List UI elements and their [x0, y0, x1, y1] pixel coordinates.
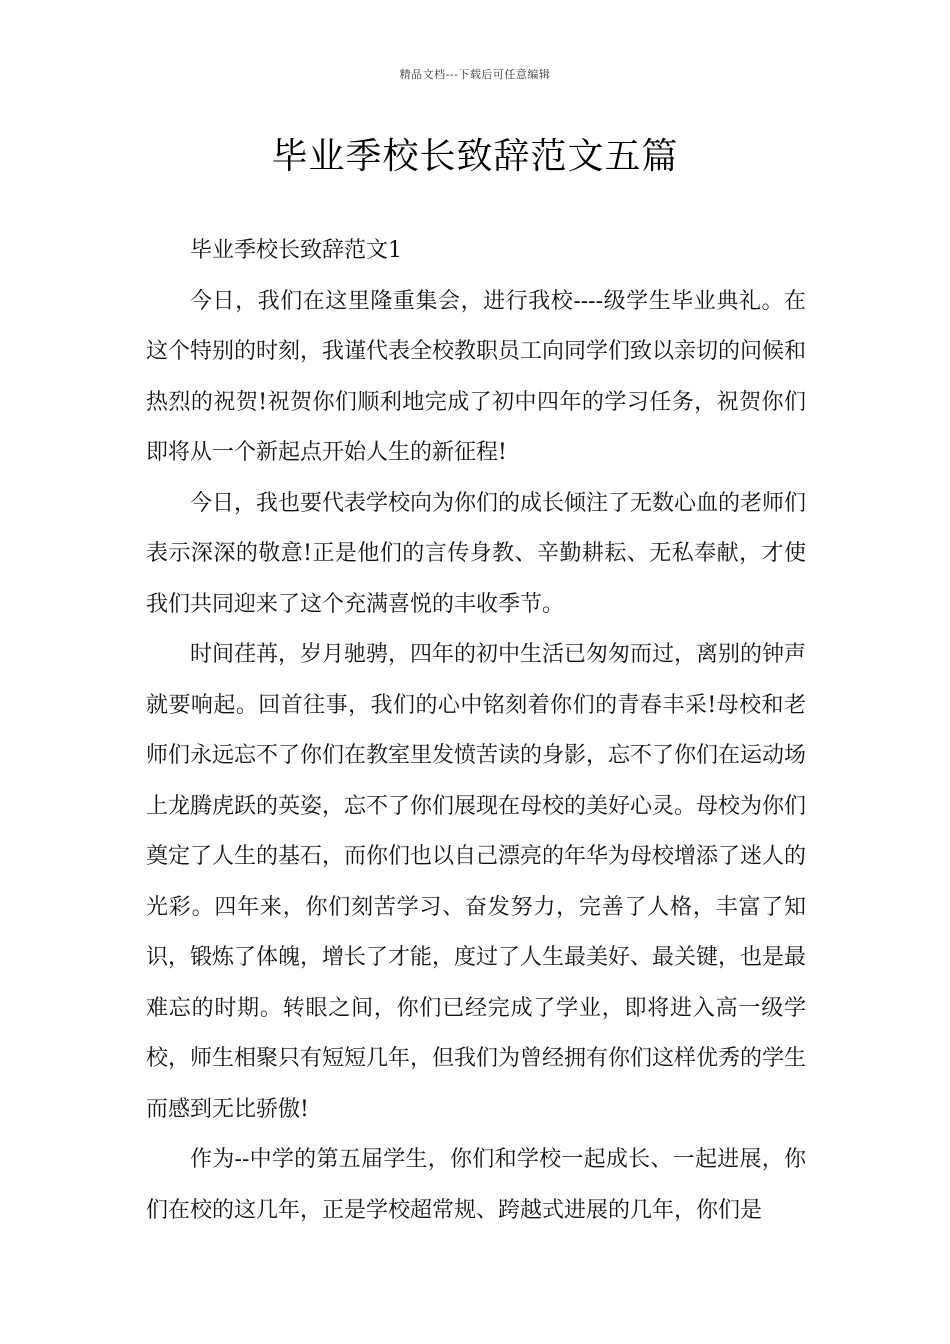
body-paragraph: 时间荏苒，岁月驰骋，四年的初中生活已匆匆而过，离别的钟声就要响起。回首往事，我们的心中铭刻着你们的青春丰采!母校和老师们永远忘不了你们在教室里发愤苦读的身影，忘不了你们在运动场上龙腾虎跃的英姿，忘不了你们展现在母校的美好心灵。母校为你们奠定了人生的基石，而你们也以自己漂亮的年华为母校增添了迷人的光彩。四年来，你们刻苦学习、奋发努力，完善了人格，丰富了知识，锻炼了体魄，增长了才能，度过了人生最美好、最关键，也是最难忘的时期。转眼之间，你们已经完成了学业，即将进入高一级学校，师生相聚只有短短几年，但我们为曾经拥有你们这样优秀的学生而感到无比骄傲! — [146, 642, 807, 1122]
header-note: 精品文档---下载后可任意编辑 — [399, 68, 551, 81]
body-paragraph: 今日，我也要代表学校向为你们的成长倾注了无数心血的老师们表示深深的敬意!正是他们的言传身教、辛勤耕耘、无私奉献，才使我们共同迎来了这个充满喜悦的丰收季节。 — [146, 490, 807, 617]
body-paragraph: 作为--中学的第五届学生，你们和学校一起成长、一起进展，你们在校的这几年，正是学校超常规、跨越式进展的几年，你们是 — [146, 1147, 806, 1223]
section-heading: 毕业季校长致辞范文1 — [190, 238, 402, 263]
document-title: 毕业季校长致辞范文五篇 — [271, 136, 679, 177]
body-paragraph: 今日，我们在这里隆重集会，进行我校----级学生毕业典礼。在这个特别的时刻，我谨代表全校教职员工向同学们致以亲切的问候和热烈的祝贺!祝贺你们顺利地完成了初中四年的学习任务，祝贺你们即将从一个新起点开始人生的新征程! — [146, 288, 807, 465]
document-body — [146, 226, 806, 1236]
